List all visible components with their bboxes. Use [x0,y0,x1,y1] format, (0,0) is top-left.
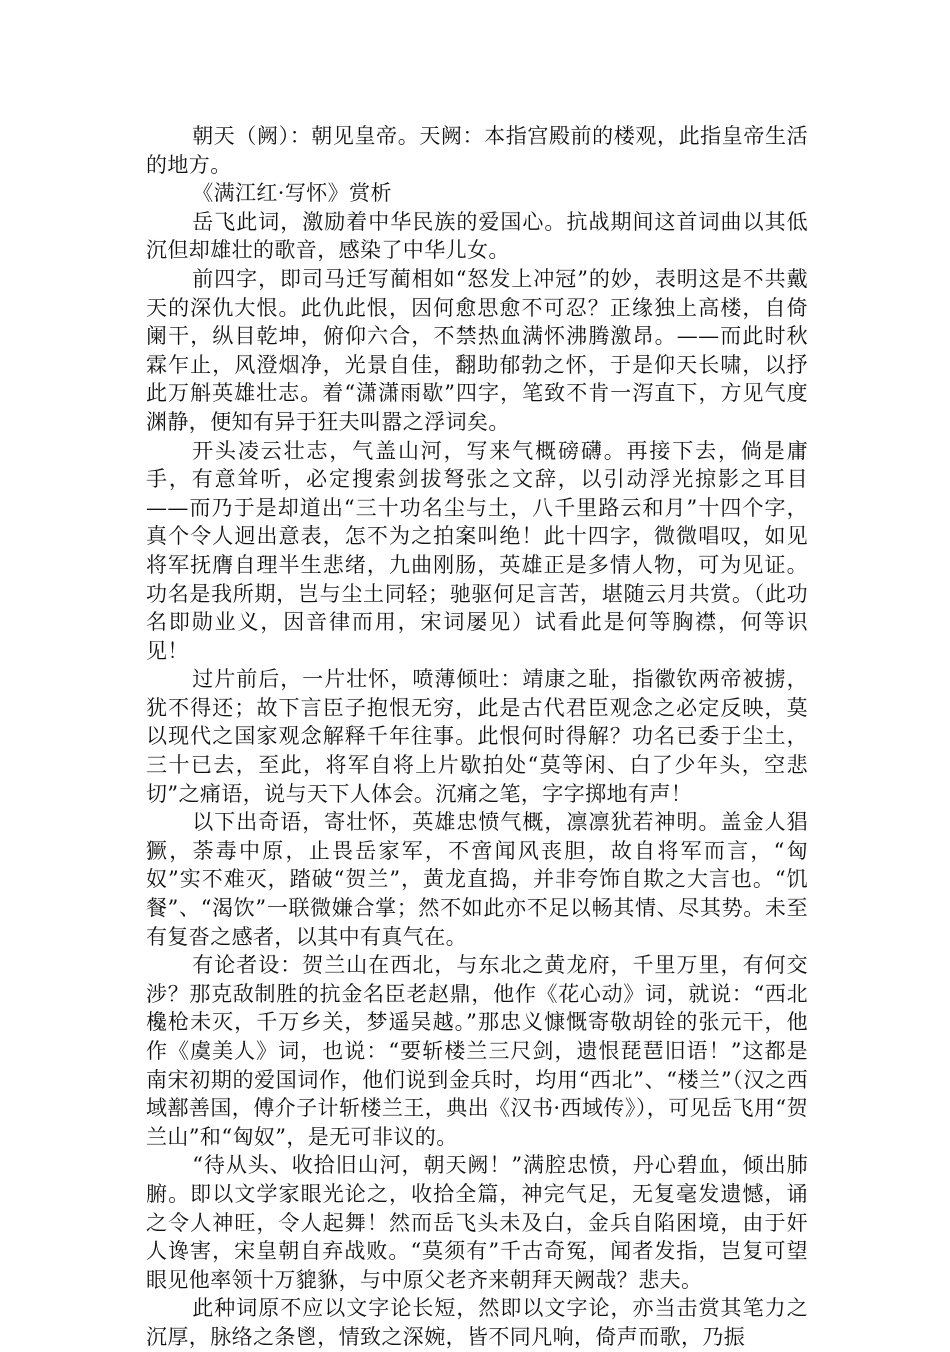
body-paragraph: 以下出奇语，寄壮怀，英雄忠愤气概，凛凛犹若神明。盖金人猖獗，荼毒中原，止畏岳家军，不啻闻风丧胆，故自将军而言，“匈奴”实不难灭，踏破“贺兰”，黄龙直捣，并非夸饰自欺之大言也。“饥餐”、“渴饮”一联微嫌合掌；然不如此亦不足以畅其情、尽其势。未至有复沓之感者，以其中有真气在。 [146,810,808,949]
document-page [146,122,808,1352]
body-paragraph: 此种词原不应以文字论长短，然即以文字论，亦当击赏其笔力之沉厚，脉络之条鬯，情致之深婉，皆不同凡响，倚声而歌，乃振 [146,1296,808,1349]
body-paragraph: “待从头、收拾旧山河，朝天阙！”满腔忠愤，丹心碧血，倾出肺腑。即以文学家眼光论之，收拾全篇，神完气足，无复毫发遗憾，诵之令人神旺，令人起舞！然而岳飞头未及白，金兵自陷困境，由于奸人谗害，宋皇朝自弃战败。“莫须有”千古奇冤，闻者发指，岂复可望眼见他率领十万貔貅，与中原父老齐来朝拜天阙哉？悲夫。 [146,1153,808,1292]
body-paragraph: 有论者设：贺兰山在西北，与东北之黄龙府，千里万里，有何交涉？那克敌制胜的抗金名臣老赵鼎，他作《花心动》词，就说：“西北欃枪未灭，千万乡关，梦遥吴越。”那忠义慷慨寄敬胡铨的张元干，他作《虞美人》词，也说：“要斩楼兰三尺剑，遗恨琵琶旧语！”这都是南宋初期的爱国词作，他们说到金兵时，均用“西北”、“楼兰”（汉之西域鄯善国，傅介子计斩楼兰王，典出《汉书·西域传》），可见岳飞用“贺兰山”和“匈奴”，是无可非议的。 [146,953,808,1149]
body-paragraph: 过片前后，一片壮怀，喷薄倾吐：靖康之耻，指徽钦两帝被掳，犹不得还；故下言臣子抱恨无穷，此是古代君臣观念之必定反映，莫以现代之国家观念解释千年往事。此恨何时得解？功名已委于尘土，三十已去，至此，将军自将上片歇拍处“莫等闲、白了少年头，空悲切”之痛语，说与天下人体会。沉痛之笔，字字掷地有声！ [146,667,808,806]
body-paragraph: 开头凌云壮志，气盖山河，写来气概磅礴。再接下去，倘是庸手，有意耸听，必定搜索剑拔弩张之文辞，以引动浮光掠影之耳目——而乃于是却道出“三十功名尘与土，八千里路云和月”十四个字，真个令人迥出意表，怎不为之拍案叫绝！此十四字，微微唱叹，如见将军抚膺自理半生悲绪，九曲刚肠，英雄正是多情人物，可为见证。功名是我所期，岂与尘土同轻；驰驱何足言苦，堪随云月共赏。（此功名即勋业义，因音律而用，宋词屡见）试看此是何等胸襟，何等识见！ [146,438,808,663]
body-paragraph: 前四字，即司马迁写蔺相如“怒发上冲冠”的妙，表明这是不共戴天的深仇大恨。此仇此恨，因何愈思愈不可忍？正缘独上高楼，自倚阑干，纵目乾坤，俯仰六合，不禁热血满怀沸腾激昂。——而此时秋霖乍止，风澄烟净，光景自佳，翻助郁勃之怀，于是仰天长啸，以抒此万斛英雄壮志。着“潇潇雨歇”四字，笔致不肯一泻直下，方见气度渊静，便知有异于狂夫叫嚣之浮词矣。 [146,266,808,434]
note-paragraph: 朝天（阙）：朝见皇帝。天阙：本指宫殿前的楼观，此指皇帝生活的地方。 [146,124,808,177]
section-heading: 《满江红·写怀》赏析 [192,181,392,206]
body-paragraph: 岳飞此词，激励着中华民族的爱国心。抗战期间这首词曲以其低沉但却雄壮的歌音，感染了中华儿女。 [146,209,808,263]
